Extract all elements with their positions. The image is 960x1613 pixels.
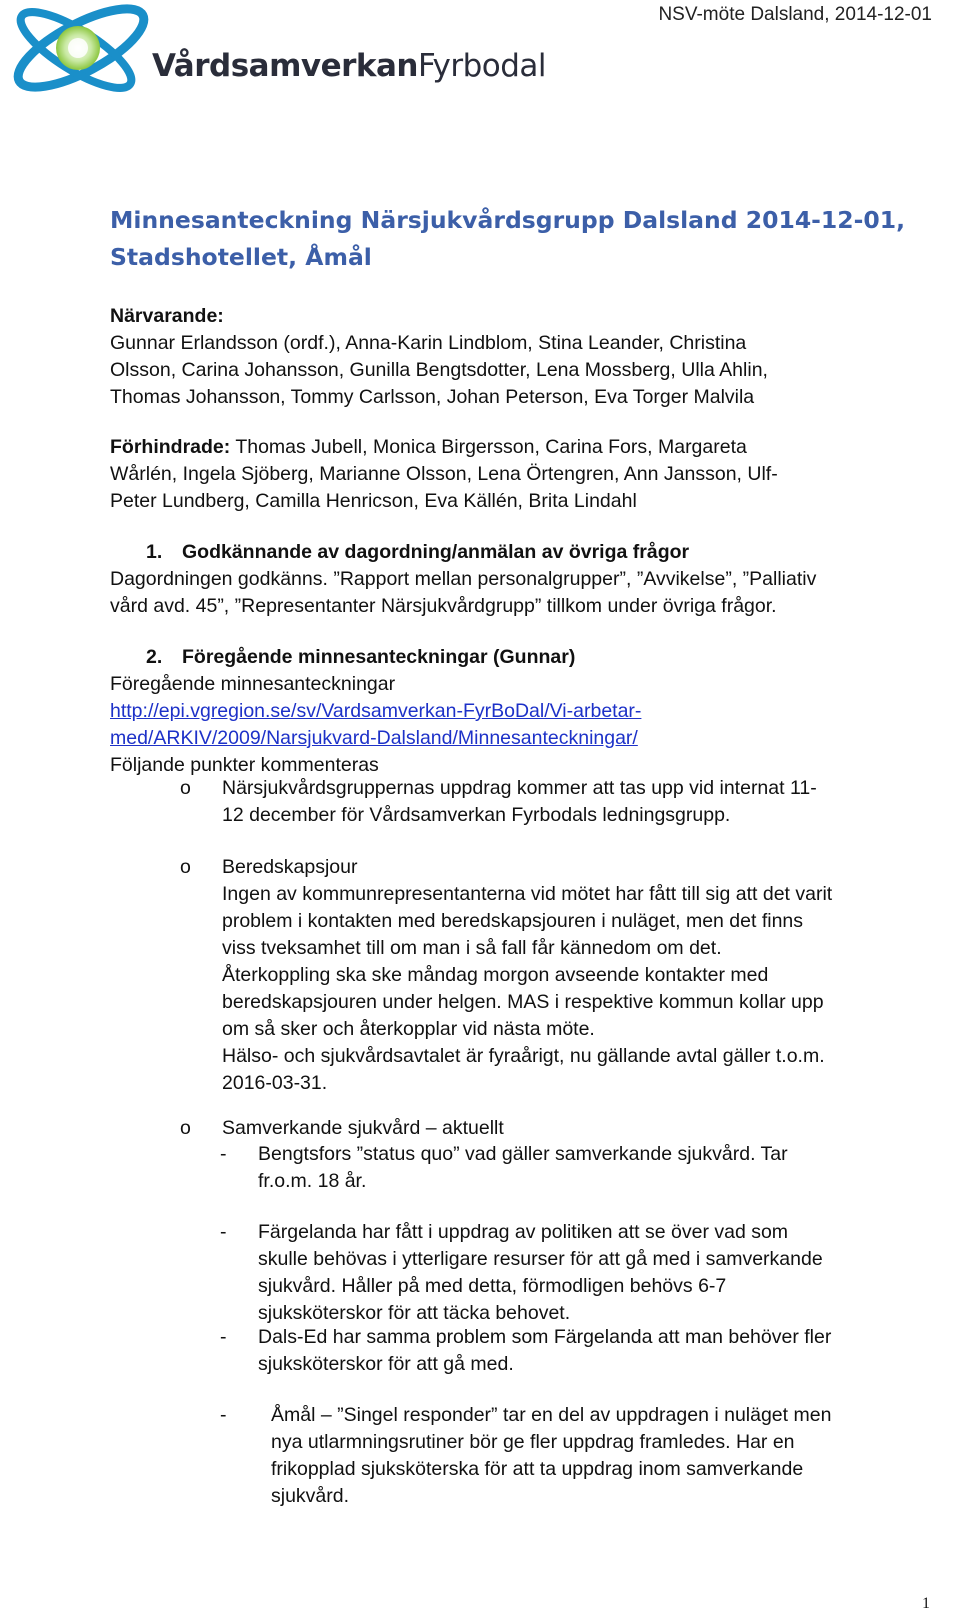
dash-line: sjuksköterskor för att täcka behovet. xyxy=(258,1302,571,1324)
section-number: 1. xyxy=(146,541,163,563)
document-title xyxy=(110,202,910,276)
section1-body xyxy=(110,566,945,620)
dash-item xyxy=(258,1324,948,1378)
absent-section xyxy=(110,434,945,515)
meeting-reference: NSV-möte Dalsland, 2014-12-01 xyxy=(658,4,932,25)
logo-text: VårdsamverkanFyrbodal xyxy=(152,48,547,84)
dash-line: sjukvård. Håller på med detta, förmodligen behövs 6-7 xyxy=(258,1275,727,1297)
dash-line: sjuksköterskor för att gå med. xyxy=(258,1353,514,1375)
dash-marker: - xyxy=(220,1326,227,1348)
present-line: Thomas Johansson, Tommy Carlsson, Johan Peterson, Eva Torger Malvila xyxy=(110,386,755,408)
dash-marker: - xyxy=(220,1404,227,1426)
bullet-item xyxy=(222,854,942,1097)
bullet-marker: o xyxy=(180,1117,191,1139)
bullet-line: beredskapsjouren under helgen. MAS i respektive kommun kollar upp xyxy=(222,991,824,1013)
bullet-marker: o xyxy=(180,777,191,799)
dash-line: Färgelanda har fått i uppdrag av politiken att se över vad som xyxy=(258,1221,789,1243)
section-number: 2. xyxy=(146,646,163,668)
bullet-item xyxy=(222,775,942,829)
dash-marker: - xyxy=(220,1221,227,1243)
bullet-line: 12 december för Vårdsamverkan Fyrbodals ledningsgrupp. xyxy=(222,804,731,826)
present-section xyxy=(110,303,945,411)
bullet-line: Återkoppling ska ske måndag morgon avseende kontakter med xyxy=(222,964,769,986)
absent-line: Wårlén, Ingela Sjöberg, Marianne Olsson, Lena Örtengren, Ann Jansson, Ulf- xyxy=(110,463,778,485)
section-title: Föregående minnesanteckningar (Gunnar) xyxy=(182,646,576,668)
paragraph-line: vård avd. 45”, ”Representanter Närsjukvårdgrupp” tillkom under övriga frågor. xyxy=(110,595,777,617)
dash-item xyxy=(258,1219,948,1327)
dash-item xyxy=(271,1402,960,1510)
bullet-line: om så sker och återkopplar vid nästa möte. xyxy=(222,1018,595,1040)
paragraph-line: Följande punkter kommenteras xyxy=(110,754,379,776)
dash-line: sjukvård. xyxy=(271,1485,350,1507)
section1-heading xyxy=(146,539,689,566)
dash-line: Bengtsfors ”status quo” vad gäller samverkande sjukvård. Tar xyxy=(258,1143,788,1165)
bullet-line: viss tveksamhet till om man i så fall får kännedom om det. xyxy=(222,937,722,959)
bullet-line: Hälso- och sjukvårdsavtalet är fyraårigt, nu gällande avtal gäller t.o.m. xyxy=(222,1045,825,1067)
bullet-line: Ingen av kommunrepresentanterna vid mötet har fått till sig att det varit xyxy=(222,883,833,905)
bullet-item: Samverkande sjukvård – aktuellt xyxy=(222,1117,504,1139)
page-number: 1 xyxy=(922,1595,930,1612)
bullet-line: problem i kontakten med beredskapsjouren i nuläget, men det finns xyxy=(222,910,804,932)
logo-mark-icon xyxy=(6,2,166,102)
organization-logo xyxy=(6,2,547,102)
section2-body xyxy=(110,671,945,779)
bullet-marker: o xyxy=(180,856,191,878)
present-line: Gunnar Erlandsson (ordf.), Anna-Karin Lindblom, Stina Leander, Christina xyxy=(110,332,747,354)
dash-line: fr.o.m. 18 år. xyxy=(258,1170,367,1192)
dash-line: nya utlarmningsrutiner bör ge fler uppdrag framledes. Har en xyxy=(271,1431,795,1453)
dash-item xyxy=(258,1141,948,1195)
title-line: Stadshotellet, Åmål xyxy=(110,243,372,271)
minutes-archive-link[interactable]: med/ARKIV/2009/Narsjukvard-Dalsland/Minnesanteckningar/ xyxy=(110,727,638,749)
bullet-line: Beredskapsjour xyxy=(222,856,358,878)
section2-heading xyxy=(146,644,575,671)
dash-line: Åmål – ”Singel responder” tar en del av uppdragen i nuläget men xyxy=(271,1404,832,1426)
dash-marker: - xyxy=(220,1143,227,1165)
dash-line: skulle behövas i ytterligare resurser för att gå med i samverkande xyxy=(258,1248,823,1270)
absent-line: Thomas Jubell, Monica Birgersson, Carina Fors, Margareta xyxy=(230,436,747,458)
paragraph-line: Dagordningen godkänns. ”Rapport mellan personalgrupper”, ”Avvikelse”, ”Palliativ xyxy=(110,568,817,590)
present-label: Närvarande: xyxy=(110,305,224,327)
dash-line: Dals-Ed har samma problem som Färgelanda att man behöver fler xyxy=(258,1326,832,1348)
present-line: Olsson, Carina Johansson, Gunilla Bengtsdotter, Lena Mossberg, Ulla Ahlin, xyxy=(110,359,768,381)
absent-line: Peter Lundberg, Camilla Henricson, Eva Källén, Brita Lindahl xyxy=(110,490,637,512)
bullet-line: Närsjukvårdsgruppernas uppdrag kommer att tas upp vid internat 11- xyxy=(222,777,817,799)
paragraph-line: Föregående minnesanteckningar xyxy=(110,673,396,695)
dash-line: frikopplad sjuksköterska för att ta uppdrag inom samverkande xyxy=(271,1458,804,1480)
bullet-line: 2016-03-31. xyxy=(222,1072,328,1094)
section-title: Godkännande av dagordning/anmälan av övriga frågor xyxy=(182,541,690,563)
title-line: Minnesanteckning Närsjukvårdsgrupp Dalsland 2014-12-01, xyxy=(110,206,906,234)
absent-label: Förhindrade: xyxy=(110,436,231,458)
minutes-archive-link[interactable]: http://epi.vgregion.se/sv/Vardsamverkan-FyrBoDal/Vi-arbetar- xyxy=(110,700,642,722)
